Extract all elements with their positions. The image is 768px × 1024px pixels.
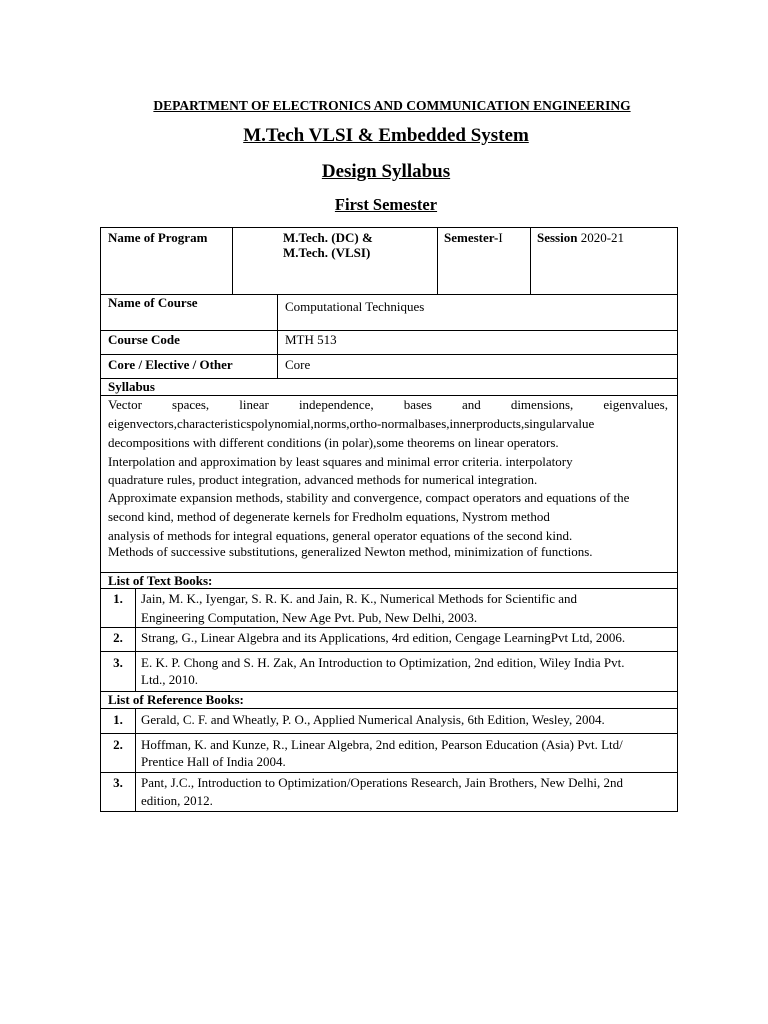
- syllabus-line: Methods of successive substitutions, generalized Newton method, minimization of functions.: [108, 544, 593, 559]
- book-entry-line: edition, 2012.: [141, 793, 213, 808]
- row-divider: [101, 733, 677, 734]
- row-divider: [101, 354, 677, 355]
- semester-label: Semester-: [444, 230, 499, 245]
- course-name-value: Computational Techniques: [285, 299, 425, 314]
- reference-books-heading: List of Reference Books:: [108, 692, 244, 707]
- program-value-line1: M.Tech. (DC) &: [283, 230, 373, 245]
- session-label: Session: [537, 230, 578, 245]
- item-number: 3.: [113, 655, 123, 670]
- book-entry-line: Jain, M. K., Iyengar, S. R. K. and Jain, R. K., Numerical Methods for Scientific and: [141, 591, 577, 606]
- item-number: 2.: [113, 737, 123, 752]
- row-divider: [101, 330, 677, 331]
- item-number: 1.: [113, 712, 123, 727]
- book-entry-line: Strang, G., Linear Algebra and its Applications, 4rd edition, Cengage LearningPvt Ltd, 2006.: [141, 630, 626, 645]
- program-value-line2: M.Tech. (VLSI): [283, 245, 371, 260]
- course-name-label: Name of Course: [108, 295, 198, 310]
- book-entry-line: Hoffman, K. and Kunze, R., Linear Algebra, 2nd edition, Pearson Education (Asia) Pvt. Ltd/: [141, 737, 623, 752]
- syllabus-line: decompositions with different conditions (in polar),some theorems on linear operators.: [108, 435, 559, 450]
- cell-divider: [437, 228, 438, 294]
- text-books-heading: List of Text Books:: [108, 573, 213, 588]
- book-entry-line: Gerald, C. F. and Wheatly, P. O., Applied Numerical Analysis, 6th Edition, Wesley, 2004.: [141, 712, 605, 727]
- program-label: Name of Program: [108, 230, 208, 245]
- cell-divider: [135, 588, 136, 691]
- syllabus-section: [100, 378, 678, 573]
- cell-divider: [277, 295, 278, 378]
- department-heading: DEPARTMENT OF ELECTRONICS AND COMMUNICATION ENGINEERING: [153, 98, 631, 113]
- syllabus-line: Approximate expansion methods, stability and convergence, compact operators and equations of the: [108, 490, 630, 505]
- row-divider: [101, 708, 677, 709]
- row-divider: [101, 588, 677, 589]
- syllabus-line: quadrature rules, product integration, advanced methods for numerical integration.: [108, 472, 538, 487]
- cell-divider: [530, 228, 531, 294]
- syllabus-title: Design Syllabus: [321, 161, 451, 182]
- program-title: M.Tech VLSI & Embedded System: [243, 125, 529, 146]
- item-number: 2.: [113, 630, 123, 645]
- session-value: 2020-21: [580, 230, 625, 245]
- syllabus-line: analysis of methods for integral equations, general operator equations of the second kind.: [108, 528, 573, 543]
- book-entry-line: Prentice Hall of India 2004.: [141, 754, 286, 769]
- text-books-section: [100, 572, 678, 692]
- program-row: [100, 227, 678, 295]
- book-entry-line: E. K. P. Chong and S. H. Zak, An Introduction to Optimization, 2nd edition, Wiley India Pvt.: [141, 655, 625, 670]
- syllabus-heading: Syllabus: [108, 379, 155, 394]
- cell-divider: [232, 228, 233, 294]
- syllabus-line: Vector spaces, linear independence, bases and dimensions, eigenvalues,: [108, 397, 668, 412]
- book-entry-line: Engineering Computation, New Age Pvt. Pub, New Delhi, 2003.: [141, 610, 478, 625]
- book-entry-line: Ltd., 2010.: [141, 672, 199, 687]
- course-type-label: Core / Elective / Other: [108, 357, 233, 372]
- item-number: 1.: [113, 591, 123, 606]
- syllabus-line: Interpolation and approximation by least squares and minimal error criteria. interpolatory: [108, 454, 573, 469]
- syllabus-line: second kind, method of degenerate kernels for Fredholm equations, Nystrom method: [108, 509, 550, 524]
- session-cell: [537, 230, 624, 245]
- semester-value: I: [498, 230, 503, 245]
- row-divider: [101, 627, 677, 628]
- course-details: [100, 294, 678, 379]
- course-code-label: Course Code: [108, 332, 180, 347]
- row-divider: [101, 772, 677, 773]
- semester-cell: [444, 230, 503, 245]
- syllabus-line: eigenvectors,characteristicspolynomial,norms,ortho-normalbases,innerproducts,singularvalue: [108, 416, 595, 431]
- row-divider: [101, 651, 677, 652]
- semester-title: First Semester: [334, 195, 438, 214]
- course-type-value: Core: [285, 357, 311, 372]
- item-number: 3.: [113, 775, 123, 790]
- course-code-value: MTH 513: [285, 332, 337, 347]
- cell-divider: [135, 708, 136, 811]
- reference-books-section: [100, 691, 678, 812]
- book-entry-line: Pant, J.C., Introduction to Optimization/Operations Research, Jain Brothers, New Delhi, 2nd: [141, 775, 623, 790]
